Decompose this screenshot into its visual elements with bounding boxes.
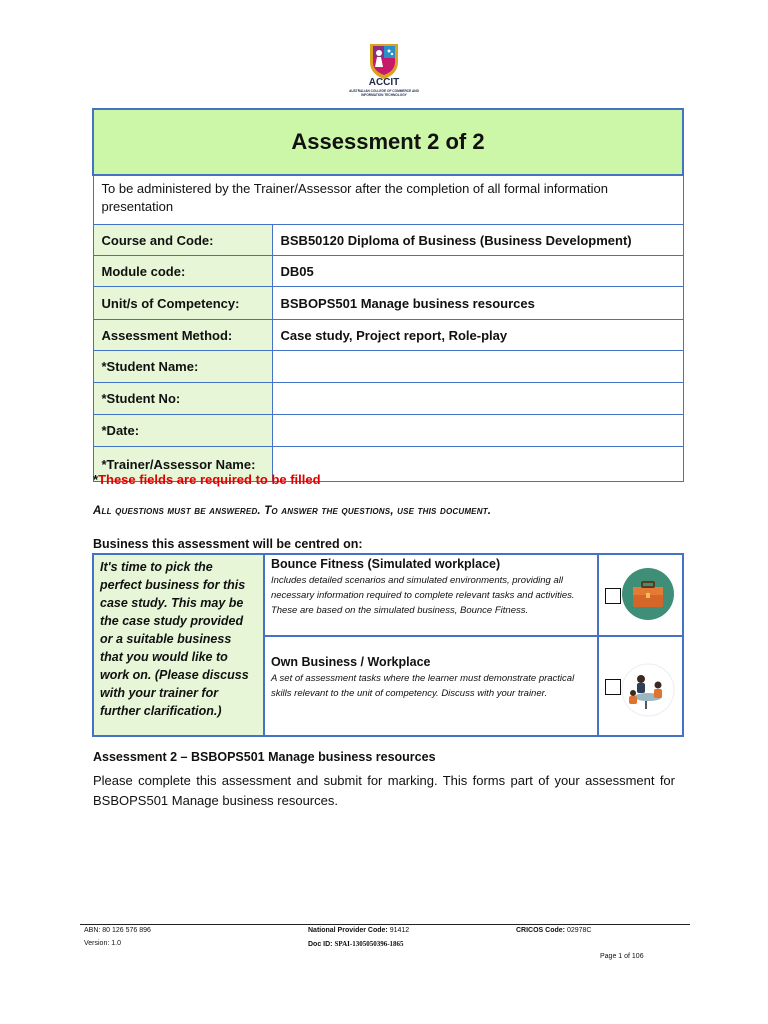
assessment-details-table <box>92 108 684 482</box>
cricos-value: 02978C <box>566 927 592 934</box>
docid-label: Doc ID: <box>308 941 333 948</box>
option-own-business <box>264 636 598 736</box>
student-no-field[interactable] <box>272 383 683 415</box>
own-business-checkbox[interactable] <box>605 679 621 695</box>
date-field[interactable] <box>272 415 683 447</box>
cricos-label: CRICOS Code: <box>516 927 565 934</box>
module-value: DB05 <box>272 256 683 287</box>
provider-value: 91412 <box>389 927 410 934</box>
footer-version: Version: 1.0 <box>84 940 121 947</box>
option-title: Bounce Fitness (Simulated workplace) <box>270 557 501 571</box>
required-star: * <box>93 472 99 487</box>
student-no-label: *Student No: <box>93 383 272 415</box>
accit-logo <box>348 40 420 112</box>
assessment-heading: Assessment 2 – BSBOPS501 Manage business resources <box>93 750 436 764</box>
option-description: Includes detailed scenarios and simulated environments, providing all necessary information required to complete relevant tasks and activities. These are based on the simulated business, Bounce Fitness. <box>270 575 575 616</box>
method-value: Case study, Project report, Role-play <box>272 320 683 351</box>
footer-divider <box>80 924 690 925</box>
date-label: *Date: <box>93 415 272 447</box>
option-checkbox-cell <box>598 554 683 636</box>
student-name-label: *Student Name: <box>93 351 272 383</box>
footer-doc-id <box>308 940 442 948</box>
course-value: BSB50120 Diploma of Business (Business Development) <box>272 225 683 256</box>
intro-text: To be administered by the Trainer/Assessor after the completion of all formal information presentation <box>93 175 683 225</box>
assessment-text: Please complete this assessment and submit for marking. This forms part of your assessment for BSBOPS501 Manage business resources. <box>93 773 675 808</box>
unit-label: Unit/s of Competency: <box>93 287 272 320</box>
logo-subtitle: AUSTRALIAN COLLEGE OF COMMERCE AND INFORMATION TECHNOLOGY <box>349 89 419 97</box>
page-number: Page 1 of 106 <box>600 953 644 960</box>
provider-label: National Provider Code: <box>308 927 388 934</box>
option-checkbox-cell <box>598 636 683 736</box>
instruction-text: All questions must be answered. To answer the questions, use this document. <box>93 505 492 517</box>
module-label: Module code: <box>93 256 272 287</box>
option-bounce-fitness <box>264 554 598 636</box>
bounce-fitness-checkbox[interactable] <box>605 588 621 604</box>
option-description: A set of assessment tasks where the learner must demonstrate practical skills relevant to the unit of competency. Discuss with your trainer. <box>270 673 575 699</box>
page-title: Assessment 2 of 2 <box>93 109 683 175</box>
docid-value: SPAI-1305050396-1865 <box>334 940 404 948</box>
unit-value: BSBOPS501 Manage business resources <box>272 287 683 320</box>
pick-business-text: It's time to pick the perfect business for this case study. This may be the case study provided or a suitable business that you would like to work on. (Please discuss with your trainer for further clarification.) <box>93 554 264 736</box>
course-label: Course and Code: <box>93 225 272 256</box>
footer-provider-code <box>308 927 409 934</box>
trainer-field[interactable] <box>272 447 683 482</box>
required-fields-note <box>93 472 321 487</box>
footer-cricos <box>516 927 591 934</box>
meeting-icon <box>621 663 675 717</box>
trainer-label: *Trainer/Assessor Name: <box>93 447 272 482</box>
accit-shield-icon <box>348 40 420 80</box>
business-heading: Business this assessment will be centred on: <box>93 537 363 551</box>
briefcase-icon <box>621 567 675 621</box>
footer-abn: ABN: 80 126 576 896 <box>84 927 151 934</box>
logo-name: ACCIT <box>368 77 400 88</box>
method-label: Assessment Method: <box>93 320 272 351</box>
business-selection-table <box>92 553 684 737</box>
required-fields-text: These fields are required to be filled <box>98 472 321 487</box>
option-title: Own Business / Workplace <box>270 655 431 669</box>
student-name-field[interactable] <box>272 351 683 383</box>
